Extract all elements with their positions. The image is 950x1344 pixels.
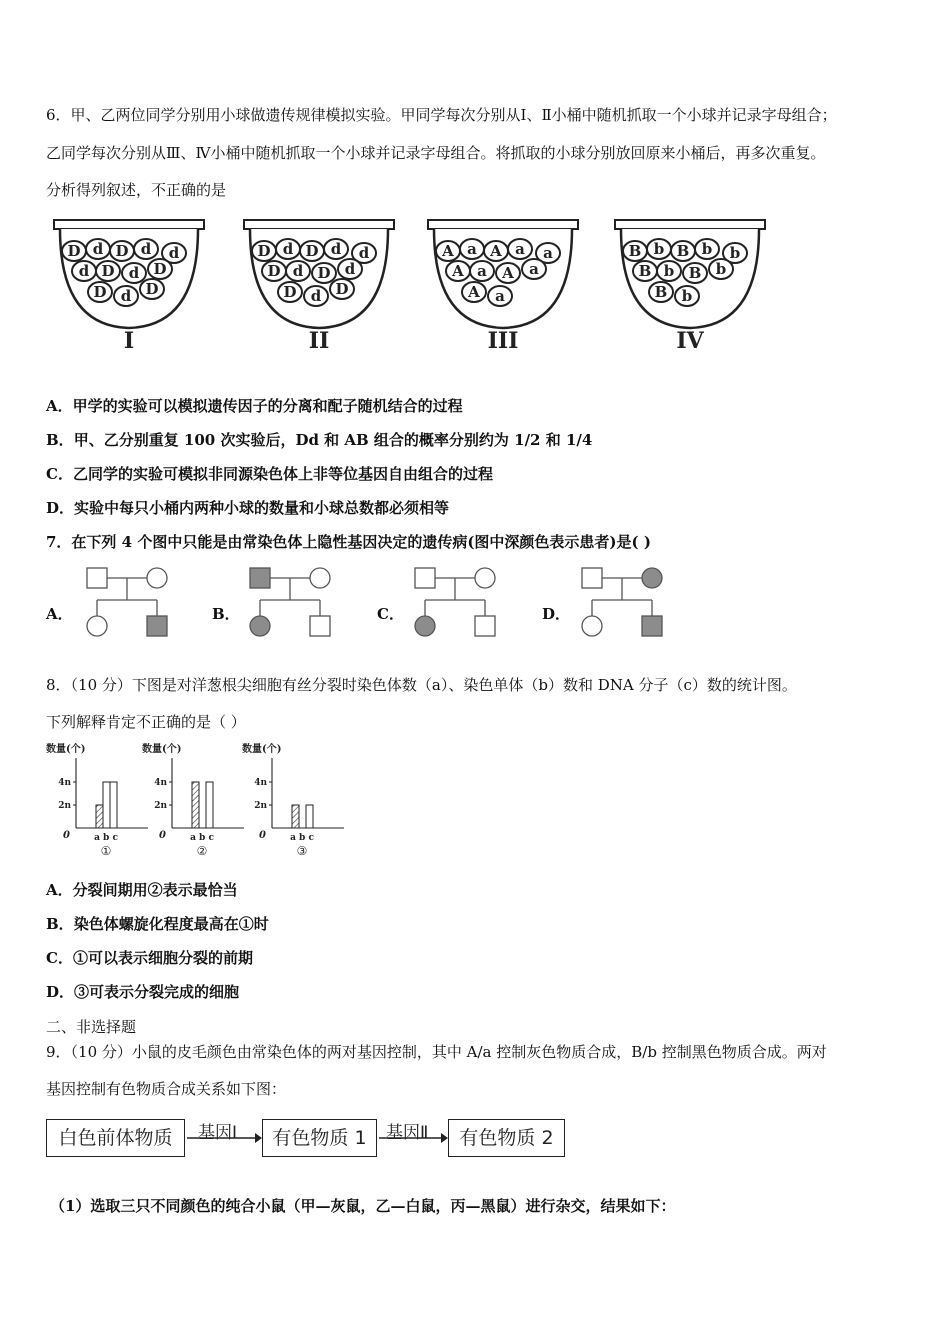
ball-letter: d xyxy=(292,262,304,280)
q8-stem-line1: 8．（10 分）下图是对洋葱根尖细胞有丝分裂时染色体数（a）、染色单体（b）数和 DNA 分子（c）数的统计图。 xyxy=(46,676,797,694)
bucket-rim xyxy=(615,220,765,229)
ball-letter: d xyxy=(330,240,342,258)
origin-label: 0 xyxy=(63,830,70,841)
chart-title: ③ xyxy=(296,844,308,858)
q6-stem-line3: 分析得列叙述，不正确的是 xyxy=(46,181,227,199)
ball-letter: a xyxy=(467,240,477,258)
ball-letter: D xyxy=(93,283,107,301)
bucket-rim xyxy=(428,220,578,229)
ball-letter: a xyxy=(529,260,539,278)
ball-letter: a xyxy=(477,262,487,280)
q8-option-a: A．分裂间期用②表示最恰当 xyxy=(46,881,238,899)
x-category-labels: a b c xyxy=(190,833,214,843)
q6-buckets-figure xyxy=(48,216,788,356)
chart-1 xyxy=(46,742,148,858)
flow-arrow1 xyxy=(185,1130,263,1146)
q8-charts-figure xyxy=(40,740,360,865)
q7-option-b-label: B． xyxy=(212,605,240,623)
y-tick-label: 4n xyxy=(58,778,71,788)
ball-letter: b xyxy=(653,240,665,258)
y-tick-label: 2n xyxy=(154,801,167,811)
q6-stem-line1: 6．甲、乙两位同学分别用小球做遗传规律模拟实验。甲同学每次分别从Ⅰ、Ⅱ小桶中随机抓取一个小球并记录字母组合； xyxy=(46,106,837,124)
bar-c xyxy=(206,782,213,828)
q8-option-b: B．染色体螺旋化程度最高在①时 xyxy=(46,915,269,933)
bar-c xyxy=(110,782,117,828)
ball-letter: d xyxy=(358,244,370,262)
ball-letter: d xyxy=(128,264,140,282)
father-square xyxy=(250,568,270,588)
chart-title: ① xyxy=(100,844,112,858)
chart-2 xyxy=(142,742,244,858)
pedigree-3 xyxy=(415,568,495,636)
ball-letter: b xyxy=(681,287,693,305)
ball-letter: B xyxy=(654,283,668,301)
q9-stem-line2: 基因控制有色物质合成关系如下图： xyxy=(46,1080,287,1098)
flow-arrow2-label: 基因Ⅱ xyxy=(386,1123,429,1143)
ball-letter: a xyxy=(543,244,553,262)
ball-letter: b xyxy=(729,244,741,262)
q7-stem: 7．在下列 4 个图中只能是由常染色体上隐性基因决定的遗传病(图中深颜色表示患者)是( ) xyxy=(46,533,651,551)
ball-letter: a xyxy=(495,287,505,305)
ball-letter: d xyxy=(168,244,180,262)
child2-square xyxy=(475,616,495,636)
father-square xyxy=(415,568,435,588)
pedigree-2 xyxy=(250,568,330,636)
q6-option-b: B．甲、乙分别重复 100 次实验后，Dd 和 AB 组合的概率分别约为 1/2 和 1/4 xyxy=(46,431,593,449)
chart-title: ② xyxy=(196,844,208,858)
q7-option-d-label: D． xyxy=(542,605,571,623)
bucket-label: II xyxy=(308,328,330,354)
ball-letter: d xyxy=(140,240,152,258)
bucket-label: III xyxy=(487,328,519,354)
section2-heading: 二、非选择题 xyxy=(46,1018,137,1036)
ball-letter: D xyxy=(67,242,81,260)
ball-letter: A xyxy=(502,264,514,282)
q7-option-a-label: A． xyxy=(46,605,73,623)
father-square xyxy=(582,568,602,588)
bar-a xyxy=(192,782,199,828)
x-category-labels: a b c xyxy=(290,833,314,843)
child1-circle xyxy=(87,616,107,636)
flow-box-colored-1: 有色物质 1 xyxy=(262,1119,377,1157)
bucket-1 xyxy=(54,220,204,354)
pedigree-4 xyxy=(582,568,662,636)
child2-square xyxy=(147,616,167,636)
mother-circle xyxy=(310,568,330,588)
father-square xyxy=(87,568,107,588)
bar-b xyxy=(103,782,110,828)
ball-letter: B xyxy=(638,262,652,280)
child2-square xyxy=(642,616,662,636)
bar-a xyxy=(292,805,299,828)
ball-letter: B xyxy=(676,242,690,260)
flow-box-colored-2: 有色物质 2 xyxy=(448,1119,565,1157)
chart-ylabel: 数量(个) xyxy=(46,744,86,755)
ball-letter: d xyxy=(92,240,104,258)
q9-stem-line1: 9．（10 分）小鼠的皮毛颜色由常染色体的两对基因控制，其中 A/a 控制灰色物质合成，B/b 控制黑色物质合成。两对 xyxy=(46,1043,827,1061)
bucket-4 xyxy=(615,220,765,354)
chart-3 xyxy=(242,742,344,858)
bucket-3 xyxy=(428,220,578,354)
ball-letter: b xyxy=(715,260,727,278)
mother-circle xyxy=(642,568,662,588)
ball-letter: D xyxy=(267,262,281,280)
q6-option-d: D．实验中每只小桶内两种小球的数量和小球总数都必须相等 xyxy=(46,499,450,517)
ball-letter: A xyxy=(490,242,502,260)
y-tick-label: 2n xyxy=(254,801,267,811)
ball-letter: b xyxy=(701,240,713,258)
child1-circle xyxy=(582,616,602,636)
ball-letter: D xyxy=(101,262,115,280)
bucket-rim xyxy=(54,220,204,229)
flow-arrow1-label: 基因Ⅰ xyxy=(198,1123,238,1143)
bucket-label: IV xyxy=(676,328,704,354)
q8-stem-line2: 下列解释肯定不正确的是（ ） xyxy=(46,713,246,731)
ball-letter: d xyxy=(282,240,294,258)
flow-arrow2 xyxy=(377,1130,449,1146)
ball-letter: B xyxy=(628,242,642,260)
chart-ylabel: 数量(个) xyxy=(142,744,182,755)
flow-box-white-precursor: 白色前体物质 xyxy=(46,1119,185,1157)
ball-letter: D xyxy=(283,283,297,301)
bar-a xyxy=(96,805,103,828)
ball-letter: A xyxy=(452,262,464,280)
q6-option-a: A．甲学的实验可以模拟遗传因子的分离和配子随机结合的过程 xyxy=(46,397,463,415)
ball-letter: d xyxy=(310,287,322,305)
origin-label: 0 xyxy=(159,830,166,841)
q6-stem-line2: 乙同学每次分别从Ⅲ、Ⅳ小桶中随机抓取一个小球并记录字母组合。将抓取的小球分别放回原来小桶后，再多次重复。 xyxy=(46,144,826,162)
q8-option-d: D．③可表示分裂完成的细胞 xyxy=(46,983,240,1001)
ball-letter: D xyxy=(335,280,349,298)
q7-option-c-label: C． xyxy=(377,605,404,623)
ball-letter: D xyxy=(305,242,319,260)
origin-label: 0 xyxy=(259,830,266,841)
ball-letter: d xyxy=(78,262,90,280)
child1-circle xyxy=(250,616,270,636)
ball-letter: D xyxy=(317,264,331,282)
y-tick-label: 4n xyxy=(254,778,267,788)
q8-option-c: C．①可以表示细胞分裂的前期 xyxy=(46,949,253,967)
x-category-labels: a b c xyxy=(94,833,118,843)
chart-ylabel: 数量(个) xyxy=(242,744,282,755)
child2-square xyxy=(310,616,330,636)
ball-letter: B xyxy=(688,264,702,282)
mother-circle xyxy=(147,568,167,588)
q7-pedigrees-figure xyxy=(0,560,700,650)
pedigree-1 xyxy=(87,568,167,636)
ball-letter: D xyxy=(115,242,129,260)
mother-circle xyxy=(475,568,495,588)
ball-letter: D xyxy=(145,280,159,298)
bucket-2 xyxy=(244,220,394,354)
ball-letter: D xyxy=(257,242,271,260)
ball-letter: D xyxy=(153,260,167,278)
ball-letter: d xyxy=(120,287,132,305)
child1-circle xyxy=(415,616,435,636)
ball-letter: A xyxy=(468,283,480,301)
bar-c xyxy=(306,805,313,828)
ball-letter: d xyxy=(344,260,356,278)
ball-letter: a xyxy=(515,240,525,258)
q9-sub1: （1）选取三只不同颜色的纯合小鼠（甲—灰鼠，乙—白鼠，丙—黑鼠）进行杂交，结果如下： xyxy=(50,1197,676,1215)
y-tick-label: 2n xyxy=(58,801,71,811)
q6-option-c: C．乙同学的实验可模拟非同源染色体上非等位基因自由组合的过程 xyxy=(46,465,493,483)
bucket-rim xyxy=(244,220,394,229)
ball-letter: b xyxy=(663,262,675,280)
y-tick-label: 4n xyxy=(154,778,167,788)
ball-letter: A xyxy=(442,242,454,260)
bucket-label: I xyxy=(123,328,135,354)
